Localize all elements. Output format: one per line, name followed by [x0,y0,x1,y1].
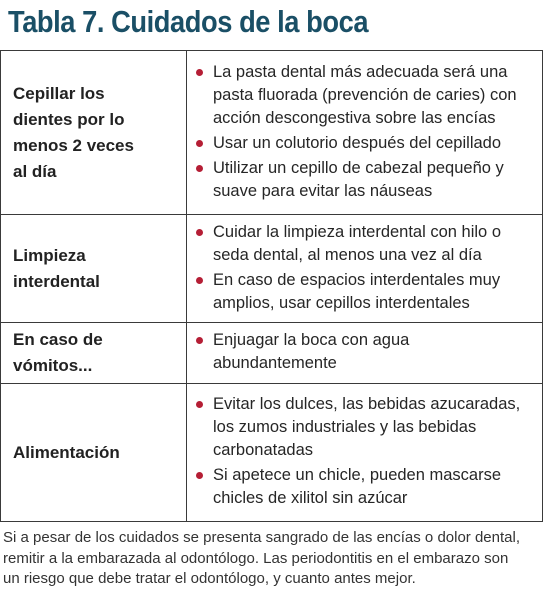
bullet-icon [196,401,203,408]
item-line: los zumos industriales y las bebidas [213,418,477,436]
bullet-icon [196,472,203,479]
table-row [1,51,543,215]
bullet-icon [196,165,203,172]
footnote-line: Si a pesar de los cuidados se presenta sangrado de las encías o dolor dental, [3,529,521,546]
item-line: carbonatadas [213,441,313,459]
item-line: amplios, usar cepillos interdentales [213,293,470,312]
item-line: suave para evitar las náuseas [213,181,433,200]
category-line: menos 2 veces [13,135,134,155]
bullet-icon [196,277,203,284]
item-line: Utilizar un cepillo de cabezal pequeño y [213,158,504,177]
bullet-icon [196,69,203,76]
item-line: Cuidar la limpieza interdental con hilo o [213,222,501,241]
category-line: Cepillar los [13,83,105,103]
item-line: En caso de espacios interdentales muy [213,270,501,289]
footnote [3,528,541,590]
footnote-line: remitir a la embarazada al odontólogo. Las periodontitis en el embarazo son [3,549,509,567]
table-row [1,215,543,323]
category-line: vómitos... [13,356,93,375]
item-line: Evitar los dulces, las bebidas azucaradas, [213,395,521,413]
table-row [1,384,543,522]
list-item [193,221,536,267]
item-line: Si apetece un chicle, pueden mascarse [213,466,502,484]
footnote-line: un riesgo que debe tratar el odontólogo, y cuanto antes mejor. [3,570,416,587]
row-category [1,323,187,384]
list-item [193,393,536,462]
row-category [1,51,187,215]
bullet-icon [196,337,203,344]
bullet-icon [196,140,203,147]
item-line: chicles de xilitol sin azúcar [213,489,408,507]
category-line: En caso de [13,330,103,349]
item-line: seda dental, al menos una vez al día [213,245,482,264]
row-items [187,215,543,323]
list-item [193,269,536,315]
list-item [193,61,536,130]
item-line: abundantemente [213,354,337,372]
list-item [193,464,536,510]
oral-care-table [0,50,543,522]
item-line: acción descongestiva sobre las encías [213,108,496,127]
item-line: La pasta dental más adecuada será una [213,62,508,81]
item-line: Enjuagar la boca con agua [213,331,410,349]
list-item [193,157,536,203]
table-title: Tabla 7. Cuidados de la boca [8,4,369,39]
category-line: Alimentación [13,442,120,462]
category-line: interdental [13,271,100,291]
row-items [187,384,543,522]
item-line: pasta fluorada (prevención de caries) con [213,85,517,104]
row-items [187,51,543,215]
list-item [193,132,536,155]
category-line: al día [13,161,57,181]
row-category [1,384,187,522]
item-line: Usar un colutorio después del cepillado [213,133,502,152]
row-category [1,215,187,323]
category-line: Limpieza [13,245,86,265]
table-row [1,323,543,384]
row-items [187,323,543,384]
list-item [193,329,536,375]
category-line: dientes por lo [13,109,125,129]
bullet-icon [196,229,203,236]
